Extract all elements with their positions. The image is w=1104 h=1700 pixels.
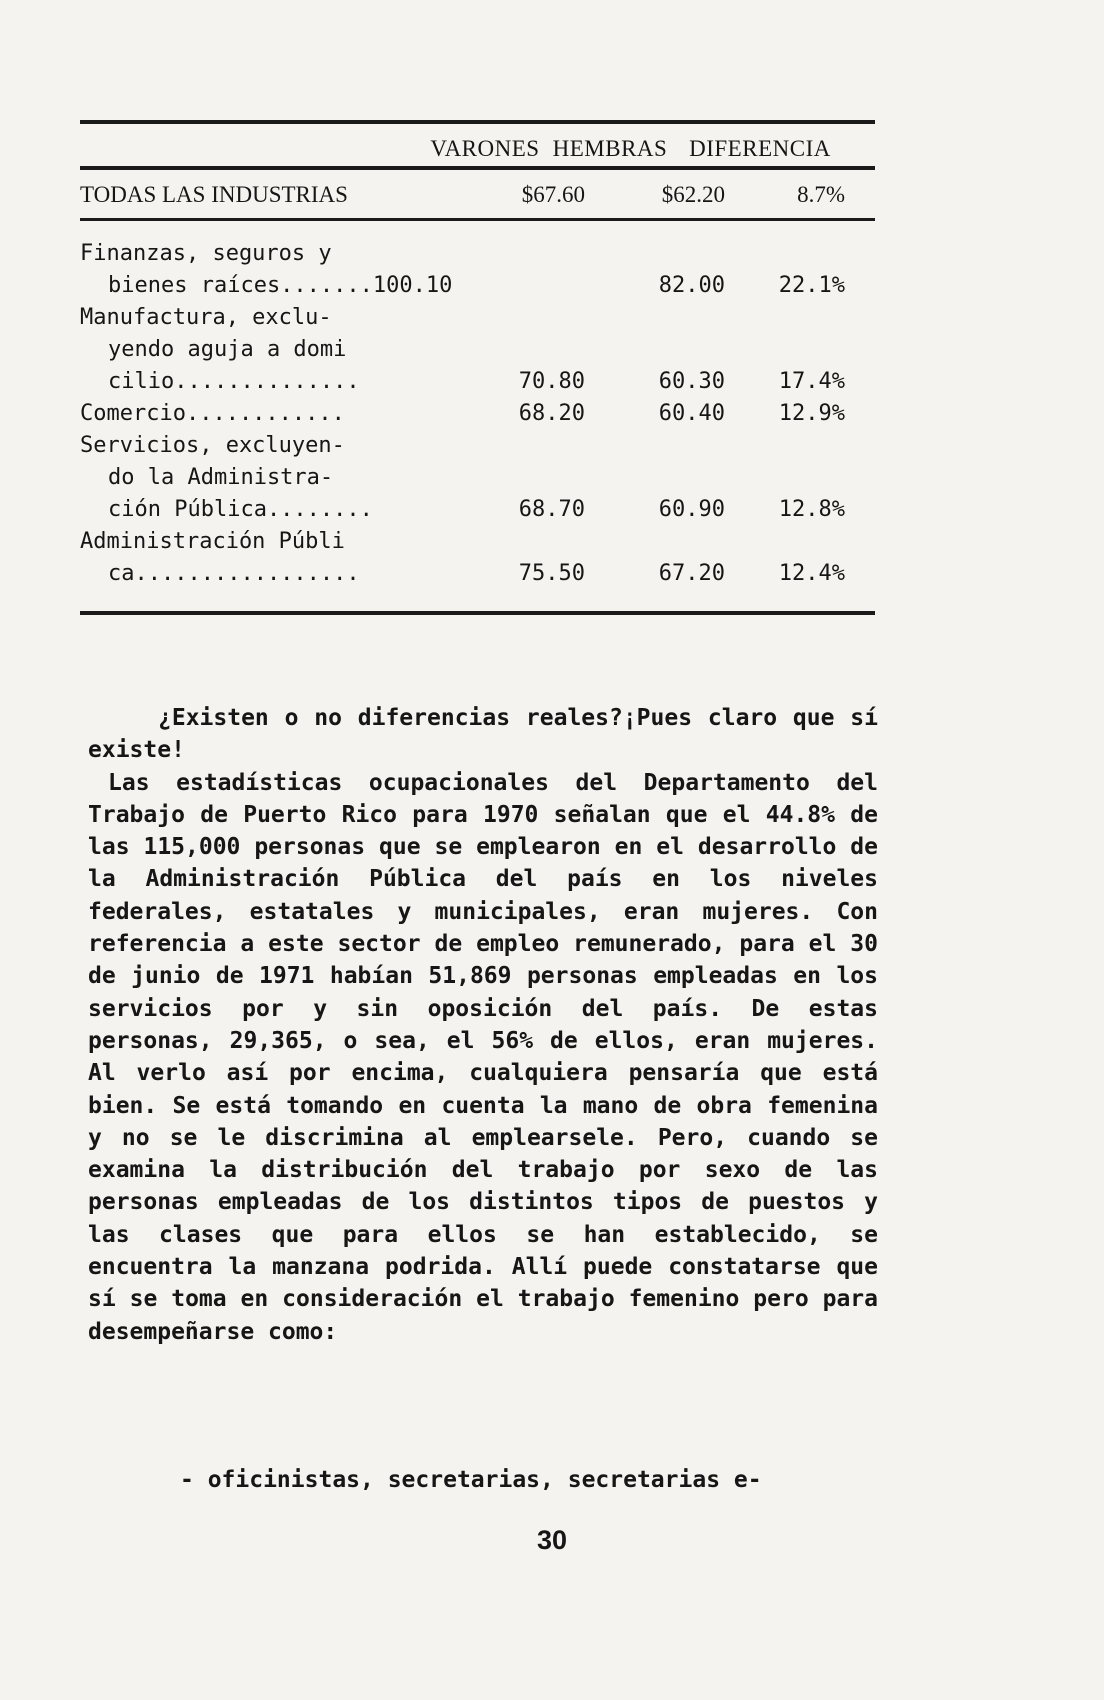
header-varones: VARONES	[430, 136, 540, 161]
table-row: Comercio............ 68.20 60.40 12.9%	[80, 401, 845, 426]
header-diferencia: DIFERENCIA	[689, 136, 831, 161]
table-row: bienes raíces.......100.10 82.00 22.1%	[108, 273, 845, 298]
table-row: Administración Públi	[80, 529, 345, 554]
table-row: ción Pública........ 68.70 60.90 12.8%	[108, 497, 845, 522]
total-hembras: $62.20	[661, 182, 725, 207]
page-number: 30	[536, 1525, 568, 1555]
header-hembras: HEMBRAS	[552, 136, 668, 161]
table-row: do la Administra-	[108, 465, 334, 490]
total-row	[80, 170, 875, 218]
table-row: ca................. 75.50 67.20 12.4%	[108, 561, 845, 586]
table-row: Finanzas, seguros y	[80, 241, 332, 266]
table-header	[80, 124, 875, 166]
bullet-item: - oficinistas, secretarias, secretarias e-	[180, 1467, 762, 1493]
paragraph-question: ¿Existen o no diferencias reales?¡Pues claro que sí existe!	[88, 705, 878, 764]
paragraph-statistics: Las estadísticas ocupacionales del Departamento del Trabajo de Puerto Rico para 1970 señalan que el 44.8% de las 115,000 personas que se emplearon en el desarrollo de la Administración Pública del país en los niveles federales, estatales y municipales, eran mujeres. Con referencia a este sector de empleo remunerado, para el 30 de junio de 1971 habían 51,869 personas empleadas en los servicios por y sin oposición del país. De estas personas, 29,365, o sea, el 56% de ellos, eran mujeres. Al verlo así por encima, cualquiera pensaría que está bien. Se está tomando en cuenta la mano de obra femenina y no se le discrimina al emplearsele. Pero, cuando se examina la distribución del trabajo por sexo de las personas empleadas de los distintos tipos de puestos y las clases que para ellos se han establecido, se encuentra la manzana podrida. Allí puede constatarse que sí se toma en consideración el trabajo femenino pero para desempeñarse como:	[88, 769, 878, 1345]
table-row: yendo aguja a domi	[108, 337, 347, 362]
total-label: TODAS LAS INDUSTRIAS	[80, 182, 348, 207]
total-diferencia: 8.7%	[797, 182, 845, 207]
body-text	[88, 702, 878, 1348]
table-row: cilio.............. 70.80 60.30 17.4%	[108, 369, 845, 394]
total-varones: $67.60	[521, 182, 585, 207]
table-bottom-rule	[80, 611, 875, 615]
wage-table	[80, 120, 875, 615]
table-body	[80, 221, 875, 611]
table-row: Manufactura, exclu-	[80, 305, 332, 330]
table-row: Servicios, excluyen-	[80, 433, 345, 458]
